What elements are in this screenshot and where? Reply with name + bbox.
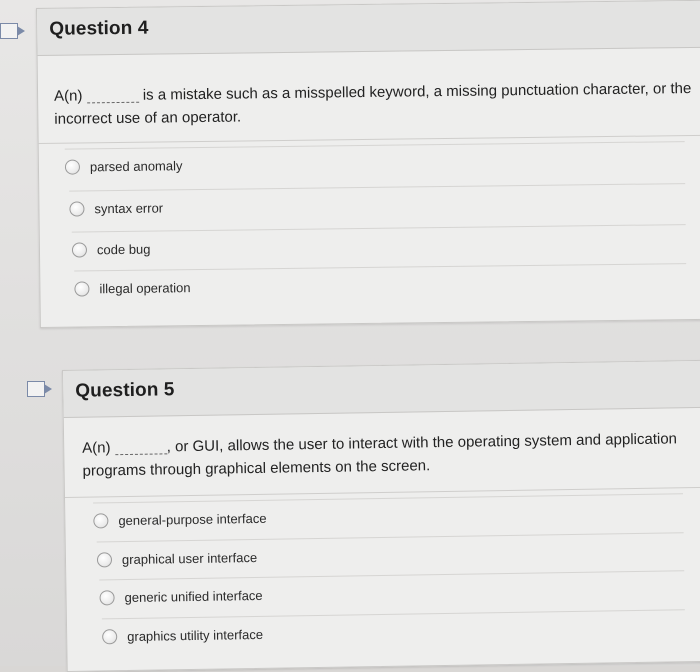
question-5-text-after: , or GUI, allows the user to interact with the operating system and application (166, 430, 678, 456)
option-label: graphical user interface (121, 549, 258, 567)
question-4-option-3[interactable] (72, 224, 686, 266)
radio-icon[interactable] (93, 513, 108, 528)
question-4-title: Question 4 (49, 17, 149, 40)
flag-icon[interactable] (27, 381, 45, 397)
radio-icon[interactable] (72, 242, 87, 257)
option-label: parsed anomaly (89, 157, 183, 174)
radio-icon[interactable] (65, 159, 80, 174)
question-5-blank (115, 441, 167, 455)
radio-icon[interactable] (99, 590, 114, 605)
option-label: syntax error (94, 199, 164, 216)
question-4-text-before: A(n) (53, 87, 83, 105)
question-5-text-line2: programs through graphical elements on the screen. (82, 457, 431, 480)
radio-icon[interactable] (69, 201, 84, 216)
option-label: illegal operation (99, 279, 191, 296)
option-label: generic unified interface (124, 587, 263, 605)
flag-icon[interactable] (0, 23, 18, 39)
option-label: graphics utility interface (127, 626, 264, 644)
option-label: code bug (96, 241, 151, 257)
question-5-option-3[interactable] (99, 570, 684, 614)
question-5-option-2[interactable] (97, 532, 684, 576)
question-5-text (82, 427, 693, 483)
radio-icon[interactable] (97, 552, 112, 567)
question-4-text-after: is a mistake such as a misspelled keyword, a missing punctuation character, or the (142, 80, 692, 104)
question-5-title: Question 5 (75, 379, 175, 402)
option-label: general-purpose interface (118, 510, 267, 528)
question-5-card (62, 360, 700, 672)
question-5-option-1[interactable] (93, 493, 683, 537)
radio-icon[interactable] (74, 281, 89, 296)
question-4-text-line2: incorrect use of an operator. (54, 108, 242, 128)
question-4-option-1[interactable] (65, 141, 685, 184)
question-4-card (36, 0, 700, 328)
question-5-text-before: A(n) (82, 439, 111, 457)
question-4-blank (87, 89, 139, 103)
radio-icon[interactable] (102, 629, 117, 644)
question-5-option-4[interactable] (102, 609, 685, 653)
question-4-option-2[interactable] (69, 183, 685, 226)
question-4-text (54, 77, 695, 131)
question-4-option-4[interactable] (74, 263, 686, 305)
